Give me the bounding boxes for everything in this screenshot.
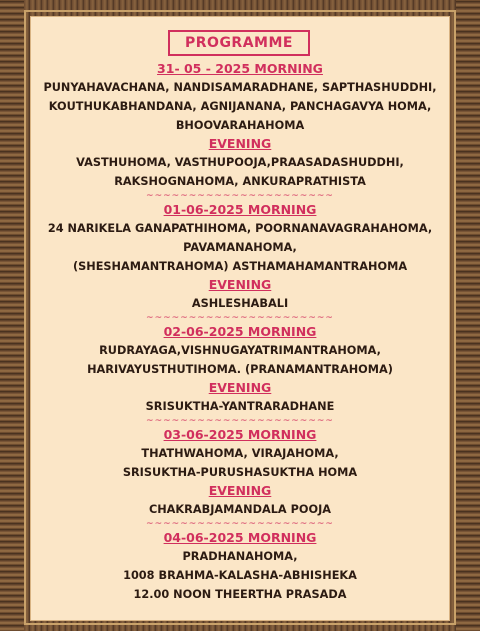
ritual-line: 24 NARIKELA GANAPATHIHOMA, POORNANAVAGRAHAHOMA, bbox=[47, 222, 433, 235]
ornamental-divider: ~~~~~~~~~~~~~~~~~~~~~~ bbox=[146, 519, 334, 529]
frame-left-rail bbox=[0, 0, 24, 631]
ritual-line: ASHLESHABALI bbox=[191, 297, 289, 310]
ritual-line: BHOOVARAHAHOMA bbox=[175, 119, 305, 132]
evening-heading: EVENING bbox=[208, 136, 272, 151]
ritual-line: SRISUKTHA-PURUSHASUKTHA HOMA bbox=[122, 466, 358, 479]
ritual-line: PRADHANAHOMA, bbox=[182, 550, 298, 563]
day-section bbox=[30, 529, 450, 604]
morning-heading: 04-06-2025 MORNING bbox=[163, 530, 317, 545]
evening-heading: EVENING bbox=[208, 277, 272, 292]
day-section bbox=[30, 426, 450, 519]
morning-heading: 02-06-2025 MORNING bbox=[163, 324, 317, 339]
day-section bbox=[30, 201, 450, 313]
morning-heading: 03-06-2025 MORNING bbox=[163, 427, 317, 442]
ornamental-divider: ~~~~~~~~~~~~~~~~~~~~~~ bbox=[146, 416, 334, 426]
frame-right-rail bbox=[456, 0, 480, 631]
ritual-line: KOUTHUKABHANDANA, AGNIJANANA, PANCHAGAVYA HOMA, bbox=[48, 100, 432, 113]
ritual-line: 12.00 NOON THEERTHA PRASADA bbox=[133, 588, 347, 601]
ritual-line: VASTHUHOMA, VASTHUPOOJA,PRAASADASHUDDHI, bbox=[76, 156, 404, 169]
day-section bbox=[30, 60, 450, 191]
programme-content bbox=[30, 60, 450, 620]
ritual-line: HARIVAYUSTHUTIHOMA. (PRANAMANTRAHOMA) bbox=[87, 363, 393, 376]
evening-heading: EVENING bbox=[208, 483, 272, 498]
day-section bbox=[30, 323, 450, 416]
ritual-line: (SHESHAMANTRAHOMA) ASTHAMAHAMANTRAHOMA bbox=[72, 260, 408, 273]
ritual-line: CHAKRABJAMANDALA POOJA bbox=[148, 503, 332, 516]
ritual-line: 1008 BRAHMA-KALASHA-ABHISHEKA bbox=[123, 569, 357, 582]
ritual-line: RUDRAYAGA,VISHNUGAYATRIMANTRAHOMA, bbox=[99, 344, 381, 357]
morning-heading: 01-06-2025 MORNING bbox=[163, 202, 317, 217]
page-title: PROGRAMME bbox=[168, 30, 310, 56]
morning-heading: 31- 05 - 2025 MORNING bbox=[157, 61, 323, 76]
ritual-line: THATHWAHOMA, VIRAJAHOMA, bbox=[141, 447, 339, 460]
ornamental-divider: ~~~~~~~~~~~~~~~~~~~~~~ bbox=[146, 313, 334, 323]
ritual-line: PUNYAHAVACHANA, NANDISAMARADHANE, SAPTHASHUDDHI, bbox=[43, 81, 437, 94]
ritual-line: PAVAMANAHOMA, bbox=[183, 241, 297, 254]
ornamental-divider: ~~~~~~~~~~~~~~~~~~~~~~ bbox=[146, 191, 334, 201]
ritual-line: RAKSHOGNAHOMA, ANKURAPRATHISTA bbox=[114, 175, 366, 188]
evening-heading: EVENING bbox=[208, 380, 272, 395]
ritual-line: SRISUKTHA-YANTRARADHANE bbox=[145, 400, 335, 413]
